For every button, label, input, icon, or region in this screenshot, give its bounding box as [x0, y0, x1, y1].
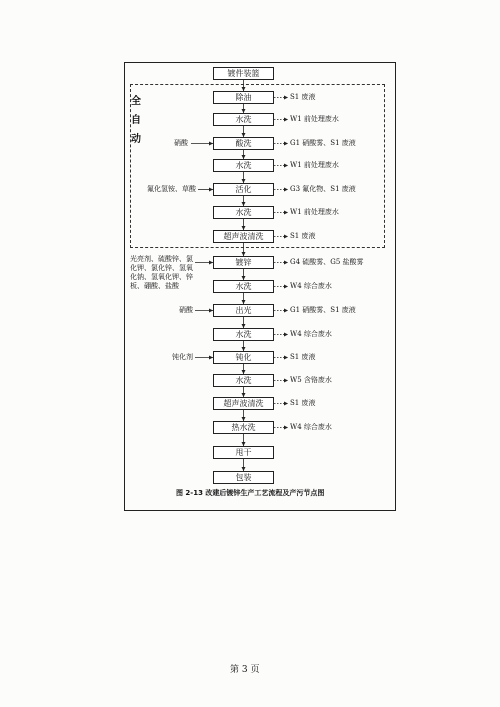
pollutant-output-label: W1 前处理废水	[290, 115, 339, 123]
material-input-label: 氟化氢铵、草酸	[147, 185, 196, 193]
step-spin-drying-box: 甩干	[213, 446, 274, 459]
material-input-line: 化钠、氢氧化钾、锌	[130, 273, 193, 281]
step-packaging-box: 包装	[213, 471, 274, 484]
material-input-label: 硝酸	[179, 306, 193, 314]
pollutant-output-label: S1 废液	[290, 353, 316, 361]
step-loading-box: 镀件装篮	[213, 67, 274, 80]
step-degreasing-box: 除油	[213, 91, 274, 104]
pollutant-output-label: G1 硝酸雾、S1 废液	[290, 139, 356, 147]
step-acid-pickling-box: 酸洗	[213, 137, 274, 150]
step-activation-box: 活化	[213, 183, 274, 196]
pollutant-output-label: W4 综合废水	[290, 282, 332, 290]
pollutant-output-label: W1 前处理废水	[290, 161, 339, 169]
step-water-rinse-box: 水洗	[213, 113, 274, 126]
pollutant-output-label: G1 硝酸雾、S1 废液	[290, 306, 356, 314]
material-input-label: 钝化剂	[172, 353, 193, 361]
auto-section-label-char: 自	[131, 115, 141, 126]
pollutant-output-label: W4 综合废水	[290, 330, 332, 338]
pollutant-output-label: G4 硫酸雾、G5 盐酸雾	[290, 258, 364, 266]
plating-materials-input-label	[130, 255, 194, 291]
step-ultrasonic-cleaning-box: 超声波清洗	[213, 397, 274, 410]
step-water-rinse-box: 水洗	[213, 374, 274, 387]
step-water-rinse-box: 水洗	[213, 328, 274, 341]
step-zinc-plating-box: 镀锌	[213, 256, 274, 269]
pollutant-output-label: W5 含铬废水	[290, 376, 332, 384]
step-ultrasonic-cleaning-box: 超声波清洗	[213, 230, 274, 243]
material-input-line: 板、硼酸、盐酸	[130, 282, 179, 290]
step-hot-water-rinse-box: 热水洗	[213, 421, 274, 434]
pollutant-output-label: W1 前处理废水	[290, 208, 339, 216]
material-input-label: 硝酸	[174, 139, 188, 147]
material-input-line: 光亮剂、硫酸锌、氯	[130, 255, 193, 263]
step-passivation-box: 钝化	[213, 351, 274, 364]
pollutant-output-label: W4 综合废水	[290, 423, 332, 431]
auto-section-label-char: 全	[131, 96, 141, 107]
page-number: 第 3 页	[230, 665, 260, 675]
figure-caption: 图 2-13 改建后镀锌生产工艺流程及产污节点图	[176, 489, 325, 497]
step-water-rinse-box: 水洗	[213, 206, 274, 219]
material-input-line: 化钾、氯化锌、氢氧	[130, 264, 193, 272]
pollutant-output-label: S1 废液	[290, 93, 316, 101]
pollutant-output-label: S1 废液	[290, 232, 316, 240]
step-bright-dipping-box: 出光	[213, 304, 274, 317]
step-water-rinse-box: 水洗	[213, 280, 274, 293]
step-water-rinse-box: 水洗	[213, 159, 274, 172]
pollutant-output-label: S1 废液	[290, 399, 316, 407]
pollutant-output-label: G3 氟化物、S1 废液	[290, 185, 356, 193]
auto-section-label-char: 动	[131, 134, 141, 145]
